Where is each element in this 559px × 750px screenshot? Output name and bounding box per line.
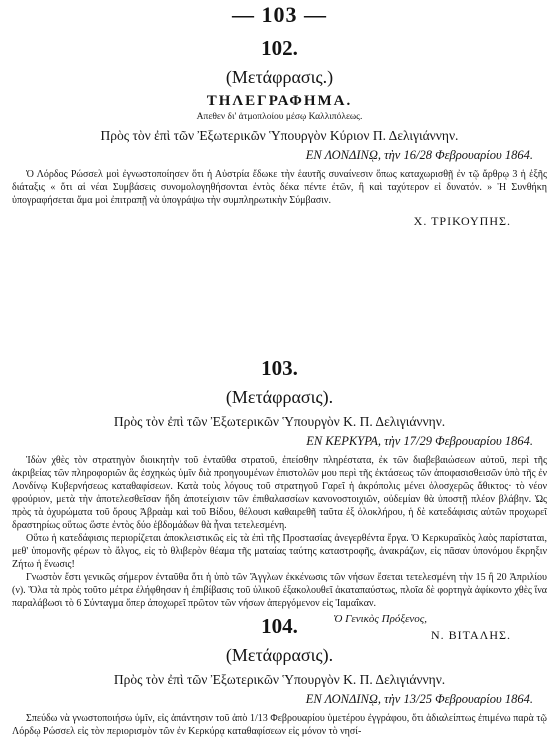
- body-paragraph: Σπεύδω νὰ γνωστοποιήσω ὑμῖν, εἰς ἀπάντησιν τοῦ ἀπὸ 1/13 Φεβρουαρίου ὑμετέρου ἐγγράφου, ὅτι ἀδιαλείπτως ἐπιμένω παρὰ τῷ Λόρδῳ Ρώσσελ εἰς τὸν περιορισμὸν τῶν ἐν Κερκύρᾳ καταθαφίσεων εἰς μόνον τὸ νησί-: [12, 713, 547, 737]
- translation-label: (Μετάφρασις).: [225, 387, 334, 407]
- signature: Ν. ΒΙΤΑΛΗΣ.: [430, 628, 511, 642]
- dateline: ΕΝ ΛΟΝΔΙΝῼ, τὴν 16/28 Φεβρουαρίου 1864.: [305, 148, 533, 162]
- transmission-note: Απεθεν δι' ἀτμοπλοίου μέσῳ Καλλιπόλεως.: [196, 112, 363, 122]
- body-paragraph: Ἰδὼν χθὲς τὸν στρατηγὸν διοικητὴν τοῦ ἐνταῦθα στρατοῦ, ἐπείσθην πληρέστατα, ἐκ τῶν διαβεβαιώσεων αὐτοῦ, περὶ τῆς ἀκριβείας τῶν πληροφοριῶν ἃς ἐσχηκώς ὑμῖν διὰ προηγουμένων ἐπιστολῶν μου περὶ τῆς ἐκτάσεως τῶν ἀποφασισθεισῶν ὑπὸ τῆς ἐν Λονδίνῳ Κυβερνήσεως καταθαφίσεων. Κατὰ τοὺς λόγους τοῦ στρατηγοῦ Γαρεῖ ἡ ἀκρόπολις μένει ὁλοσχερῶς ἄθικτος· τὸ νέον φρούριον, μετὰ τὴν ἀποτελεσθεῖσαν ἤδη ἀποτείχισιν τῶν ἐπιθαλασσίων κανονοστοιχιῶν, οὐδεμίαν θὰ ὑποστῇ πλέον βλάβην. Ὡς πρὸς τὰ ὀχυρώματα τοῦ ὄρους Ἀβραὰμ καὶ τοῦ Βίδου, θέλουσι καθαιρεθῆ ταῦτα ἐξ ὁλοκλήρου, ἡ δὲ κατεδάφισις αὐτῶν προχωρεῖ δραστηρίως οὕτως ὥστε ἐντὸς δύο ἑβδομάδων θὰ ἦναι τετελεσμένη.: [12, 455, 547, 531]
- addressee-line: Πρὸς τὸν ἐπὶ τῶν Ἐξωτερικῶν Ὑπουργὸν Κύριον Π. Δελιγιάννην.: [100, 128, 459, 143]
- document-heading: ΤΗΛΕΓΡΑΦΗΜΑ.: [206, 93, 353, 109]
- signature-role: Ὁ Γενικὸς Πρόξενος,: [333, 613, 427, 625]
- body-paragraph: Οὕτω ἡ κατεδάφισις περιορίζεται ἀποκλειστικῶς εἰς τὰ ἐπὶ τῆς Προστασίας ἀνεγερθέντα ἔργα. Ὁ Κερκυραϊκὸς λαὸς παρίσταται, μεθ' ὑπομονῆς φέρων τὸ ἄλγος, εἰς τὸ θλιβερὸν θέαμα τῆς ματαίας ταύτης καταστροφῆς, ἀνακράζων, εἰς πᾶσαν ὑπονόμου ἔκρηξιν Ζήτω ἡ ἕνωσις!: [12, 533, 547, 570]
- addressee-line: Πρὸς τὸν ἐπὶ τῶν Ἐξωτερικῶν Ὑπουργὸν Κ. Π. Δελιγιάννην.: [113, 672, 446, 687]
- dateline: ΕΝ ΚΕΡΚΥΡΑ, τὴν 17/29 Φεβρουαρίου 1864.: [306, 434, 533, 448]
- body-paragraph: Γνωστὸν ἔστι γενικῶς σήμερον ἐνταῦθα ὅτι ἡ ὑπὸ τῶν Ἄγγλων ἐκκένωσις τῶν νήσων ἔσεται τετελεσμένη τὴν 15 ἢ 20 Ἀπριλίου (ν). Ὅλα τὰ πρὸς τοῦτο μέτρα ἐλήφθησαν ἡ ἐπιβίβασις τοῦ ὑλικοῦ ἐξακολουθεῖ ἀκαταπαύστως, πλοῖα δὲ φορτηγὰ ἀφίκοντο χθὲς ἵνα παραλάβωσι τὸ 6 Σύνταγμα ὅπερ ἀποχωρεῖ πρῶτον τῶν νήσων ἀπεργόμενον εἰς Ἰαμαΐκαν.: [12, 572, 547, 609]
- translation-label: (Μετάφρασις.): [225, 67, 334, 87]
- signature: Χ. ΤΡΙΚΟΥΠΗΣ.: [413, 214, 511, 228]
- dateline: ΕΝ ΛΟΝΔΙΝῼ, τὴν 13/25 Φεβρουαρίου 1864.: [305, 692, 533, 706]
- document-102: [12, 36, 547, 356]
- document-number: 104.: [261, 614, 298, 638]
- document-number: 103.: [261, 356, 298, 380]
- body-paragraph: Ὁ Λόρδος Ρώσσελ μοὶ ἐγνωστοποίησεν ὅτι ἡ Αὐστρία ἔδωκε τὴν ἑαυτῆς συναίνεσιν ὅπως καταχωρισθῇ ἐν τῷ ἄρθρῳ 3 ἡ ἑξῆς διάταξις « ὅτι αἱ νέαι Συμβάσεις συνομολογηθήσονται ἐντὸς δέκα πέντε ἐτῶν, ἢ καὶ ταχύτερον εἰ δυνατόν. » Ἡ Συνθήκη ὑπογραφήσεται ἅμα μοὶ ἐπιτραπῇ νὰ ὑπογράψω τὴν συμπληρωτικὴν Σύμβασιν.: [12, 169, 547, 206]
- addressee-line: Πρὸς τὸν ἐπὶ τῶν Ἐξωτερικῶν Ὑπουργὸν Κ. Π. Δελιγιάννην.: [113, 414, 446, 429]
- translation-label: (Μετάφρασις).: [225, 645, 334, 665]
- page-number: — 103 —: [232, 2, 327, 27]
- document-number: 102.: [261, 36, 298, 60]
